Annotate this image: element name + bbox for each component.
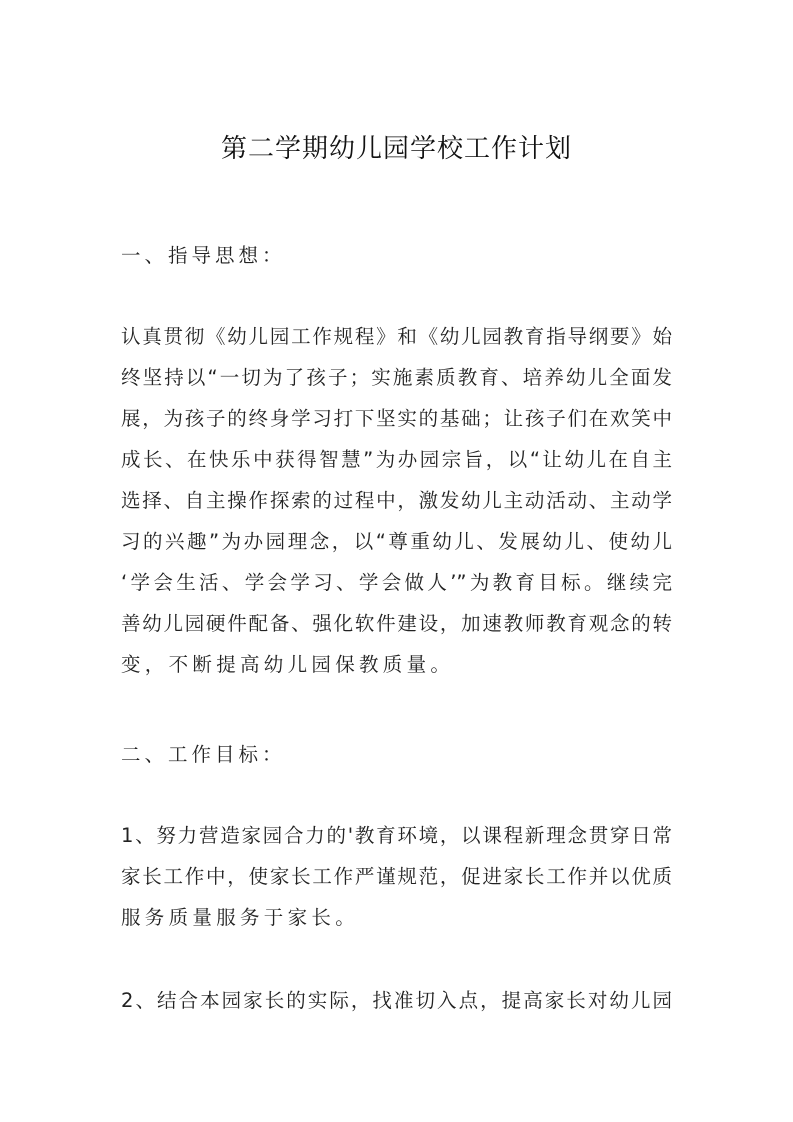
document-title: 第二学期幼儿园学校工作计划 [220,134,572,164]
text-line: 展，为孩子的终身学习打下坚实的基础；让孩子们在欢笑中 [121,407,672,430]
section-heading-work-goals: 二、工作目标： [121,743,286,766]
text-line: 善幼儿园硬件配备、强化软件建设，加速教师教育观念的转 [121,612,672,635]
text-line: 成长、在快乐中获得智慧”为办园宗旨，以“让幼儿在自主 [121,448,672,471]
text-line: 习的兴趣”为办园理念，以“尊重幼儿、发展幼儿、使幼儿 [121,530,672,553]
text-line: 变，不断提高幼儿园保教质量。 [121,653,455,676]
text-line: 认真贯彻《幼儿园工作规程》和《幼儿园教育指导纲要》始 [121,325,672,348]
text-line: 选择、自主操作探索的过程中，激发幼儿主动活动、主动学 [121,489,672,512]
text-line: 2、结合本园家长的实际，找准切入点，提高家长对幼儿园 [121,989,672,1012]
text-line: 家长工作中，使家长工作严谨规范，促进家长工作并以优质 [121,865,672,888]
section-heading-guiding-thought: 一、指导思想： [121,244,286,267]
text-line: 服务质量服务于家长。 [121,906,360,929]
text-line: 1、努力营造家园合力的'教育环境，以课程新理念贯穿日常 [121,824,672,847]
text-line: 终坚持以“一切为了孩子；实施素质教育、培养幼儿全面发 [121,366,672,389]
text-line: ‘学会生活、学会学习、学会做人’”为教育目标。继续完 [121,571,672,594]
